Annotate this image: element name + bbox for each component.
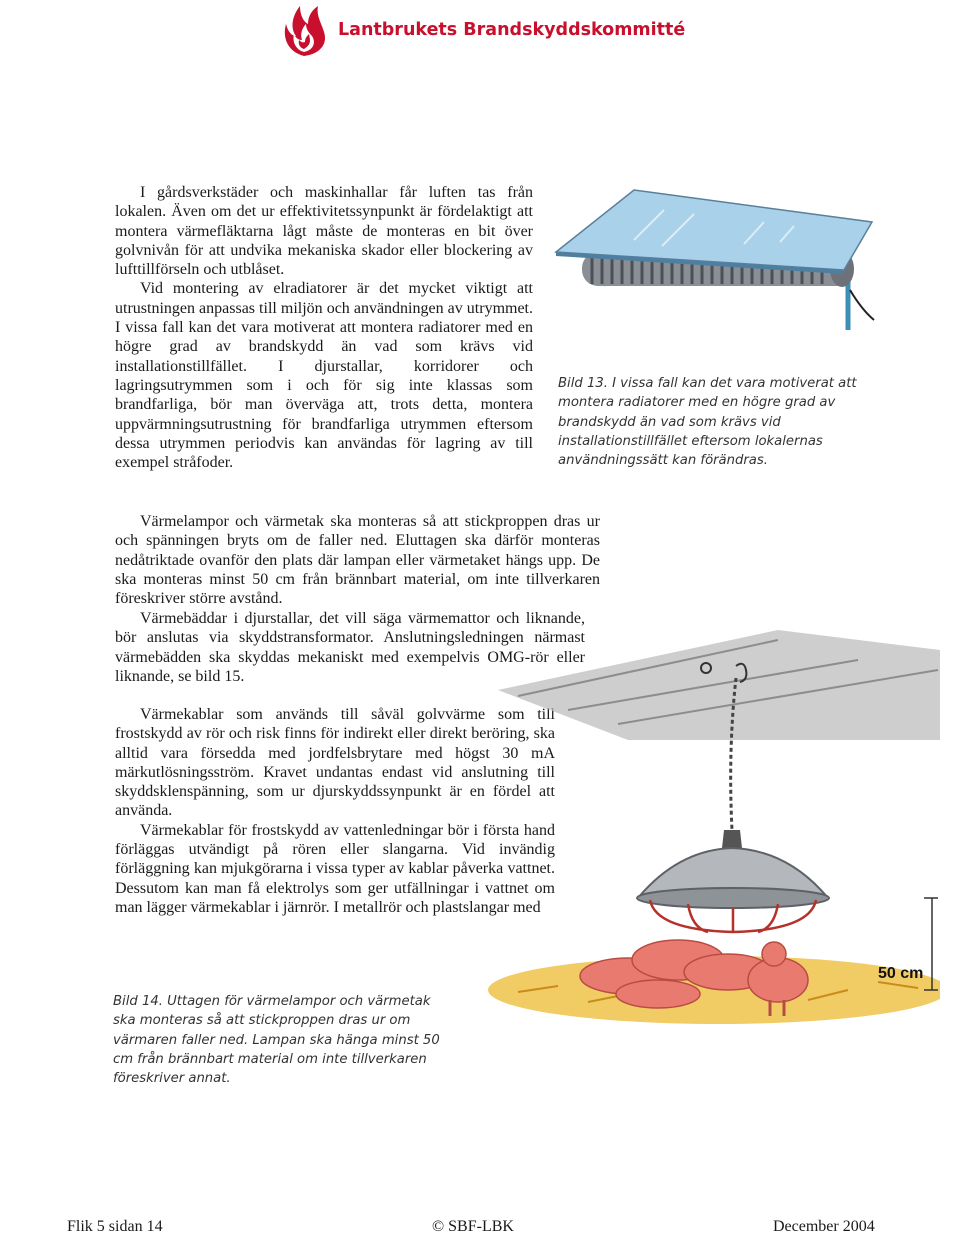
flame-logo-icon [276, 2, 332, 58]
page-header [276, 0, 716, 60]
paragraph-1: I gårdsverkstäder och maskinhallar får luften tas från lokalen. Även om det ur effektivitetssynpunkt är fördelaktigt att montera värmefläktarna lågt måste de monteras en bit över golvnivån för att undvika mekaniska skador eller blockering av lufttillförseln och utblåset. [115, 184, 533, 279]
text-column-top [115, 183, 533, 472]
caption-bild-13: Bild 13. I vissa fall kan det vara motiverat att montera radiatorer med en högre grad av brandskydd än vad som krävs vid installationstillfället eftersom lokalernas användningssätt kan förändras. [558, 376, 857, 469]
footer-date: December 2004 [773, 1218, 875, 1235]
brand-name: Lantbrukets Brandskyddskommitté [338, 20, 686, 40]
figure-13-radiator [544, 160, 888, 372]
paragraph-4: Värmebäddar i djurstallar, det vill säga värmemattor och liknande, bör anslutas via skyddstransformator. Anslutningsledningen närmast värmebädden ska skyddas mekaniskt med exempelvis OMG-rör eller liknande, se bild 15. [115, 610, 585, 685]
paragraph-5: Värmekablar som används till såväl golvvärme som till frostskydd av rör och risk finns för indirekt eller direkt beröring, ska alltid vara försedda med jordfelsbrytare med högst 30 mA märkutlösningsström. Kravet undantas endast vid anslutning till skyddsklenspänning, som ur djurskyddssynpunkt är en fördel att använda. [115, 706, 555, 820]
footer-copyright: © SBF-LBK [432, 1218, 514, 1235]
paragraph-6: Värmekablar för frostskydd av vattenledningar bör i första hand förläggas utvändigt på rören eller slangarna. Vid invändig förläggning kan mjukgörarna i vissa typer av kablar påverka vattnet. Dessutom kan man få elektrolys som ger utfällningar i vattnet om man lägger värmekablar i järnrör. I metallrör och plastslangar med [115, 821, 555, 916]
figure-14-heat-lamp [478, 630, 940, 1030]
paragraph-3: Värmelampor och värmetak ska monteras så att stickproppen dras ur och spänningen bryts om de faller ned. Eluttagen ska därför monteras nedåtriktade ovanför den plats där lampan eller värmetaket hängs upp. De ska monteras minst 50 cm från brännbart material, om inte tillverkaren föreskriver större avstånd. [115, 513, 600, 608]
paragraph-2: Vid montering av elradiatorer är det mycket viktigt att utrustningen anpassas till miljön och användningen av utrymmet. I vissa fall kan det vara motiverat att montera radiatorer med en högre grad av brandskydd än vad som krävs vid installationstillfället. I djurstallar, korridorer och lagringsutrymmen som i och för sig inte klassas som brandfarliga, bör man överväga att, trots detta, montera uppvärmningsutrustning för brandfarliga utrymmen eftersom dessa utrymmen periodvis kan användas för lagring av till exempel stråfoder. [115, 280, 533, 472]
caption-bild-14: Bild 14. Uttagen för värmelampor och värmetak ska monteras så att stickproppen dras ur om värmaren faller ned. Lampan ska hänga minst 50 cm från brännbart material om inte tillverkaren föreskriver annat. [113, 994, 440, 1087]
text-column-mid [115, 512, 600, 608]
distance-label: 50 cm [878, 965, 924, 982]
footer-page-ref: Flik 5 sidan 14 [67, 1218, 163, 1235]
